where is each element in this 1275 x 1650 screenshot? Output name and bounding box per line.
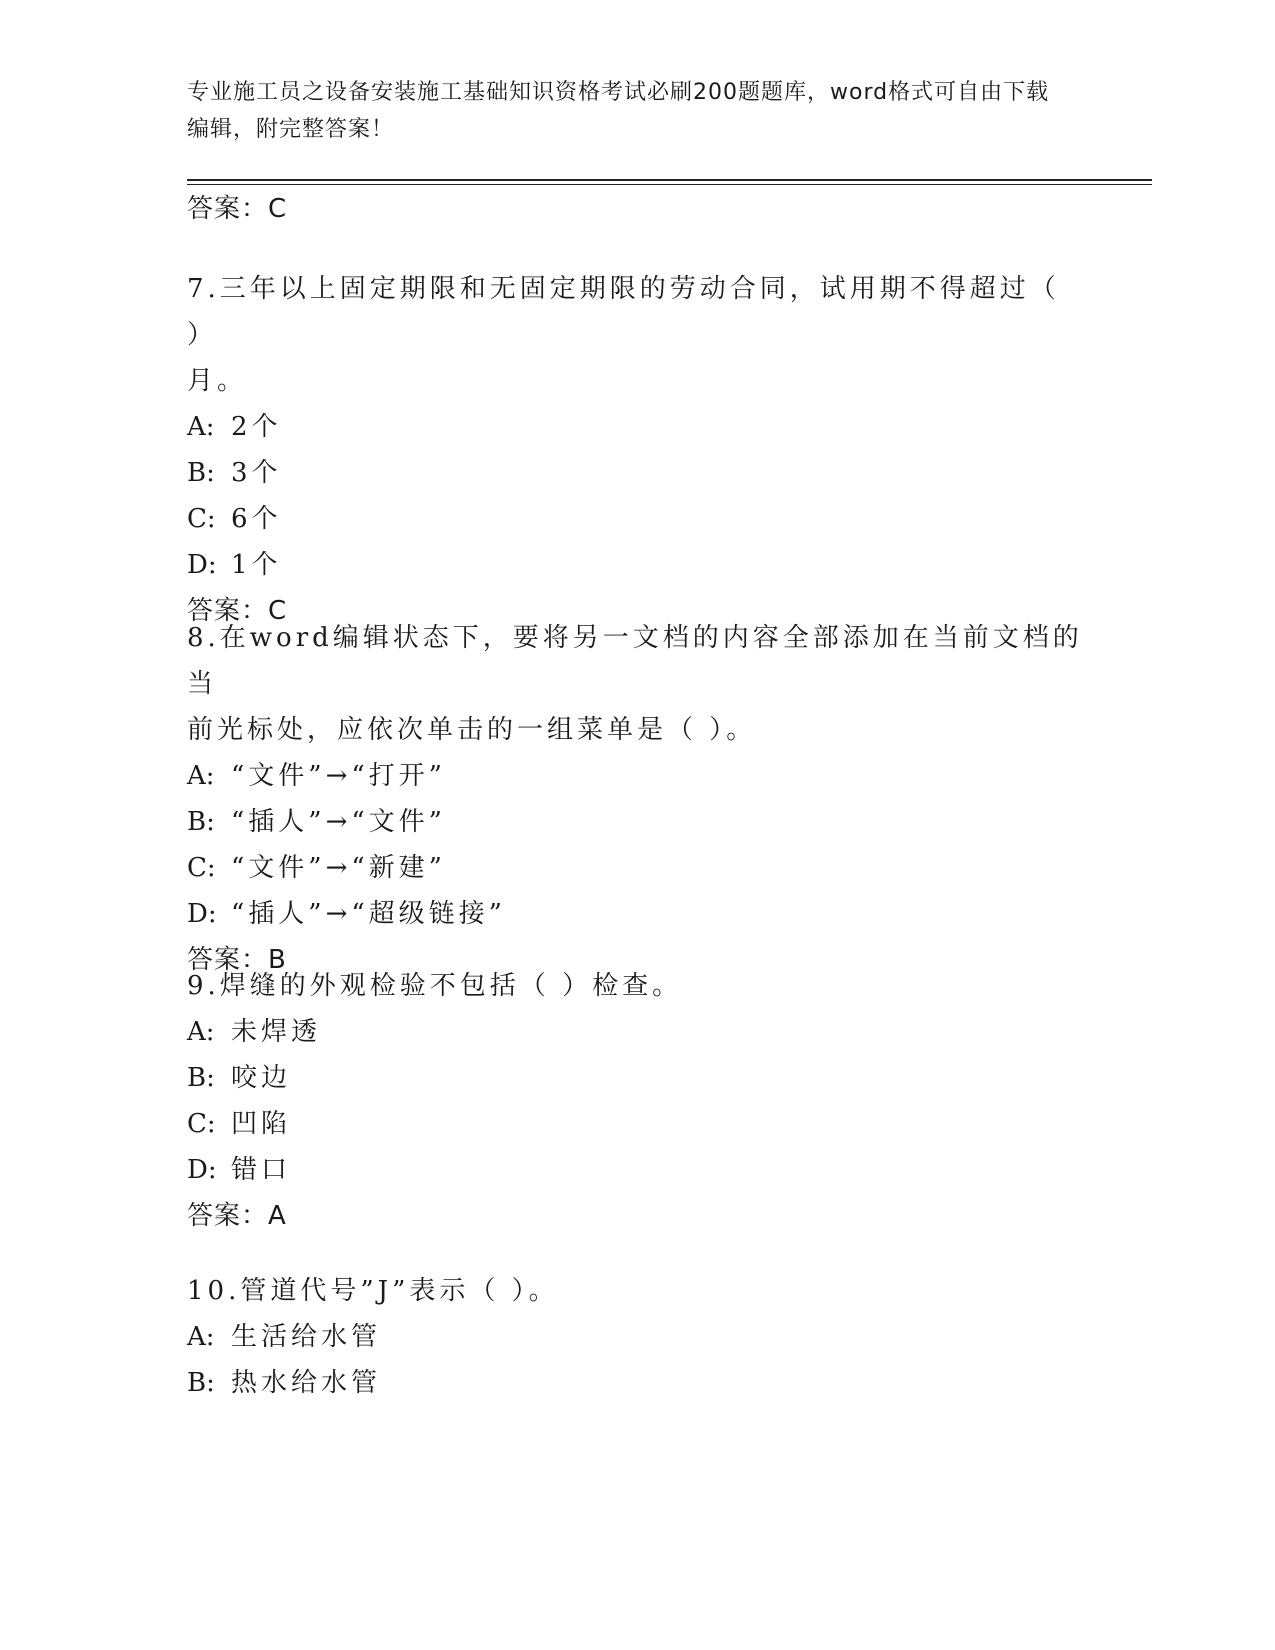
option-c — [187, 496, 1087, 542]
option-letter: C: — [187, 1109, 216, 1139]
option-letter: D: — [187, 899, 217, 929]
page-header-title: 专业施工员之设备安装施工基础知识资格考试必刷200题题库，word格式可自由下载编辑，附完整答案！ — [187, 80, 1050, 142]
question-text-line: 8.在word编辑状态下，要将另一文档的内容全部添加在当前文档的当 — [187, 623, 1083, 699]
question-text-line: 9.焊缝的外观检验不包括（ ）检查。 — [187, 971, 683, 1001]
option-a — [187, 1009, 1087, 1055]
option-text: 2个 — [231, 412, 282, 442]
header-divider — [187, 179, 1152, 181]
option-text: “插人”→“文件” — [231, 807, 446, 837]
answer-line: 答案：C — [187, 596, 288, 626]
option-text: 咬边 — [231, 1063, 292, 1093]
question-text-line: 7.三年以上固定期限和无固定期限的劳动合同，试用期不得超过（ ） — [187, 274, 1060, 350]
option-text: “插人”→“超级链接” — [231, 899, 506, 929]
option-text: “文件”→“新建” — [231, 853, 446, 883]
question-9 — [187, 963, 1087, 1239]
option-c — [187, 845, 1087, 891]
option-b — [187, 1360, 1087, 1406]
option-text: 1个 — [231, 550, 282, 580]
option-text: 凹陷 — [231, 1109, 292, 1139]
option-letter: C: — [187, 504, 216, 534]
option-letter: A: — [187, 1322, 215, 1352]
option-letter: D: — [187, 1155, 217, 1185]
option-letter: B: — [187, 458, 215, 488]
header-divider-thin — [187, 184, 1152, 185]
answer-line: 答案：C — [187, 194, 288, 224]
option-letter: B: — [187, 1368, 215, 1398]
question-7 — [187, 266, 1087, 634]
option-letter: A: — [187, 412, 215, 442]
option-a — [187, 1314, 1087, 1360]
question-8 — [187, 615, 1087, 983]
option-text: 3个 — [231, 458, 282, 488]
option-letter: A: — [187, 1017, 215, 1047]
option-letter: A: — [187, 761, 215, 791]
option-text: 错口 — [231, 1155, 292, 1185]
question-text-line: 月。 — [187, 366, 248, 396]
question-text-line: 10.管道代号”J”表示（ ）。 — [187, 1276, 559, 1306]
option-letter: D: — [187, 550, 217, 580]
option-letter: C: — [187, 853, 216, 883]
answer-line: 答案：A — [187, 1201, 287, 1231]
option-d — [187, 1147, 1087, 1193]
option-text: “文件”→“打开” — [231, 761, 446, 791]
question-text-line: 前光标处，应依次单击的一组菜单是（ ）。 — [187, 715, 757, 745]
option-c — [187, 1101, 1087, 1147]
option-letter: B: — [187, 1063, 215, 1093]
option-letter: B: — [187, 807, 215, 837]
option-a — [187, 753, 1087, 799]
option-text: 6个 — [231, 504, 282, 534]
option-d — [187, 542, 1087, 588]
option-b — [187, 1055, 1087, 1101]
option-text: 热水给水管 — [231, 1368, 382, 1398]
option-text: 未焊透 — [231, 1017, 322, 1047]
option-d — [187, 891, 1087, 937]
option-b — [187, 799, 1087, 845]
option-text: 生活给水管 — [231, 1322, 382, 1352]
question-10 — [187, 1268, 1087, 1406]
option-b — [187, 450, 1087, 496]
answer-line: 答案：B — [187, 945, 287, 975]
option-a — [187, 404, 1087, 450]
